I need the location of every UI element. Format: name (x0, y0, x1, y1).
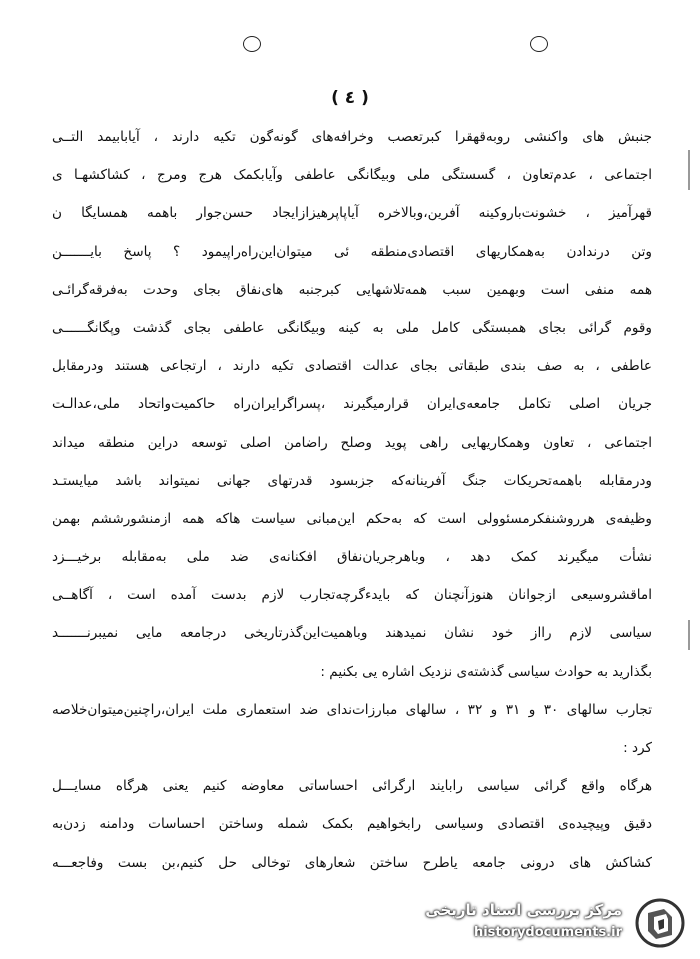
text-line: اماقشروسیعی ازجوانان هنوزآنچنان که بایدءگرچه‌تجارب لازم بدست آمده است ، آگاهــی (52, 587, 652, 604)
text-line: بگذارید به حوادث سیاسی گذشته‌ی نزدیک اشاره یی بکنیم : (320, 663, 652, 680)
text-line: سیاسی لازم رااز خود نشان نمیدهند وباهمیت‌این‌گذرتاریخی درجامعه مایی نمیبرنـــــــد (52, 625, 652, 642)
page-number: ( ٤ ) (331, 88, 369, 108)
punch-hole-left (243, 36, 261, 52)
text-line: وقوم گرائی بجای همبستگی کامل ملی به کینه وبیگانگی عاطفی بجای گذشت وپگانگــــــی (52, 319, 652, 336)
punch-hole-right (530, 36, 548, 52)
text-line: کرد : (623, 740, 652, 756)
text-line: جریان اصلی تکامل جامعه‌ی‌ایران قرارمیگیرند ،پسراگرایران‌راه حاکمیت‌واتحاد ملی،عدالـت (52, 396, 652, 413)
text-line: عاطفی ، به صف بندی طبقاتی بجای عدالت اقتصادی تکیه دارند ، ارتجاعی هستند ودرمقابل (52, 358, 652, 375)
text-line: وتن درندادن به‌همکاریهای اقتصادی‌منطقه ئی میتوان‌این‌راه‌راپیمود ؟ پاسخ بایـــــــن (52, 243, 652, 260)
text-line: ودرمقابله باهمه‌تحریکات جنگ آفرینانه‌که جزبسود قدرتهای جهانی نمیتواند باشد میایستـد (52, 472, 652, 489)
watermark-title: مرکز بررسی اسناد تاریخی (425, 901, 622, 919)
text-line: دقیق وپیچیده‌ی اقتصادی وسیاسی رابخواهیم بکمک شمله وساختن احساسات ودامنه زدن‌به (52, 816, 652, 833)
text-line: نشأت میگیرند کمک دهد ، وباهرجریان‌نفاق افکنانه‌ی ضد ملی به‌مقابله برخیـــزد (52, 549, 652, 566)
scan-edge-mark (688, 150, 690, 190)
watermark (425, 895, 690, 951)
text-line: اجتماعی ، تعاون وهمکاریهایی راهی پوید وصلح راضامن اصلی توسعه‌ دراین منطقه میداند (52, 434, 652, 451)
text-line: وظیفه‌ی هرروشنفکرمسئوولی است که به‌حکم این‌مبانی سیاست هاکه همه ازمنشورششم بهمن (52, 510, 652, 527)
text-line: هرگاه واقع گرائی سیاسی رابایند ارگرائی احساساتی معاوضه کنیم یعنی هرگاه مسایـــل (52, 778, 652, 795)
text-line: جنبش های واکنشی روبه‌قهقرا کبرتعصب وخرافه‌های گونه‌گون تکیه دارند ، آیابابیمد التــی (52, 129, 652, 145)
watermark-url: historydocuments.ir (473, 925, 622, 940)
text-line: همه منفی است وبهمین سبب همه‌تلاشهایی کبرجنبه های‌نفاق بجای وحدت به‌فرقه‌گرائـی (52, 281, 652, 298)
text-line: اجتماعی ، عدم‌تعاون ، گسستگی ملی وبیگانگی عاطفی وآیابکمک هرج ومرج ، کشاکشهـا ی (52, 167, 652, 184)
document-body (52, 118, 652, 882)
archive-logo-icon (634, 897, 686, 949)
text-line: قهرآمیز ، خشونت‌باروکینه آفرین،وبالاخره آیاپاپرهیزازایجاد حسن‌جوار باهمه همسایگا ن (52, 205, 652, 222)
text-line: کشاکش های درونی جامعه یاطرح ساختن شعارهای توخالی حل کنیم،بن بست وفاجعـــه (52, 854, 652, 871)
text-line: تجارب سالهای ۳۰ و ۳۱ و ۳۲ ، سالهای مبارزات‌ندای ضد استعماری ملت ایران،راچنین‌میتوان‌خلاصه (52, 701, 652, 718)
scan-edge-mark (688, 620, 690, 650)
